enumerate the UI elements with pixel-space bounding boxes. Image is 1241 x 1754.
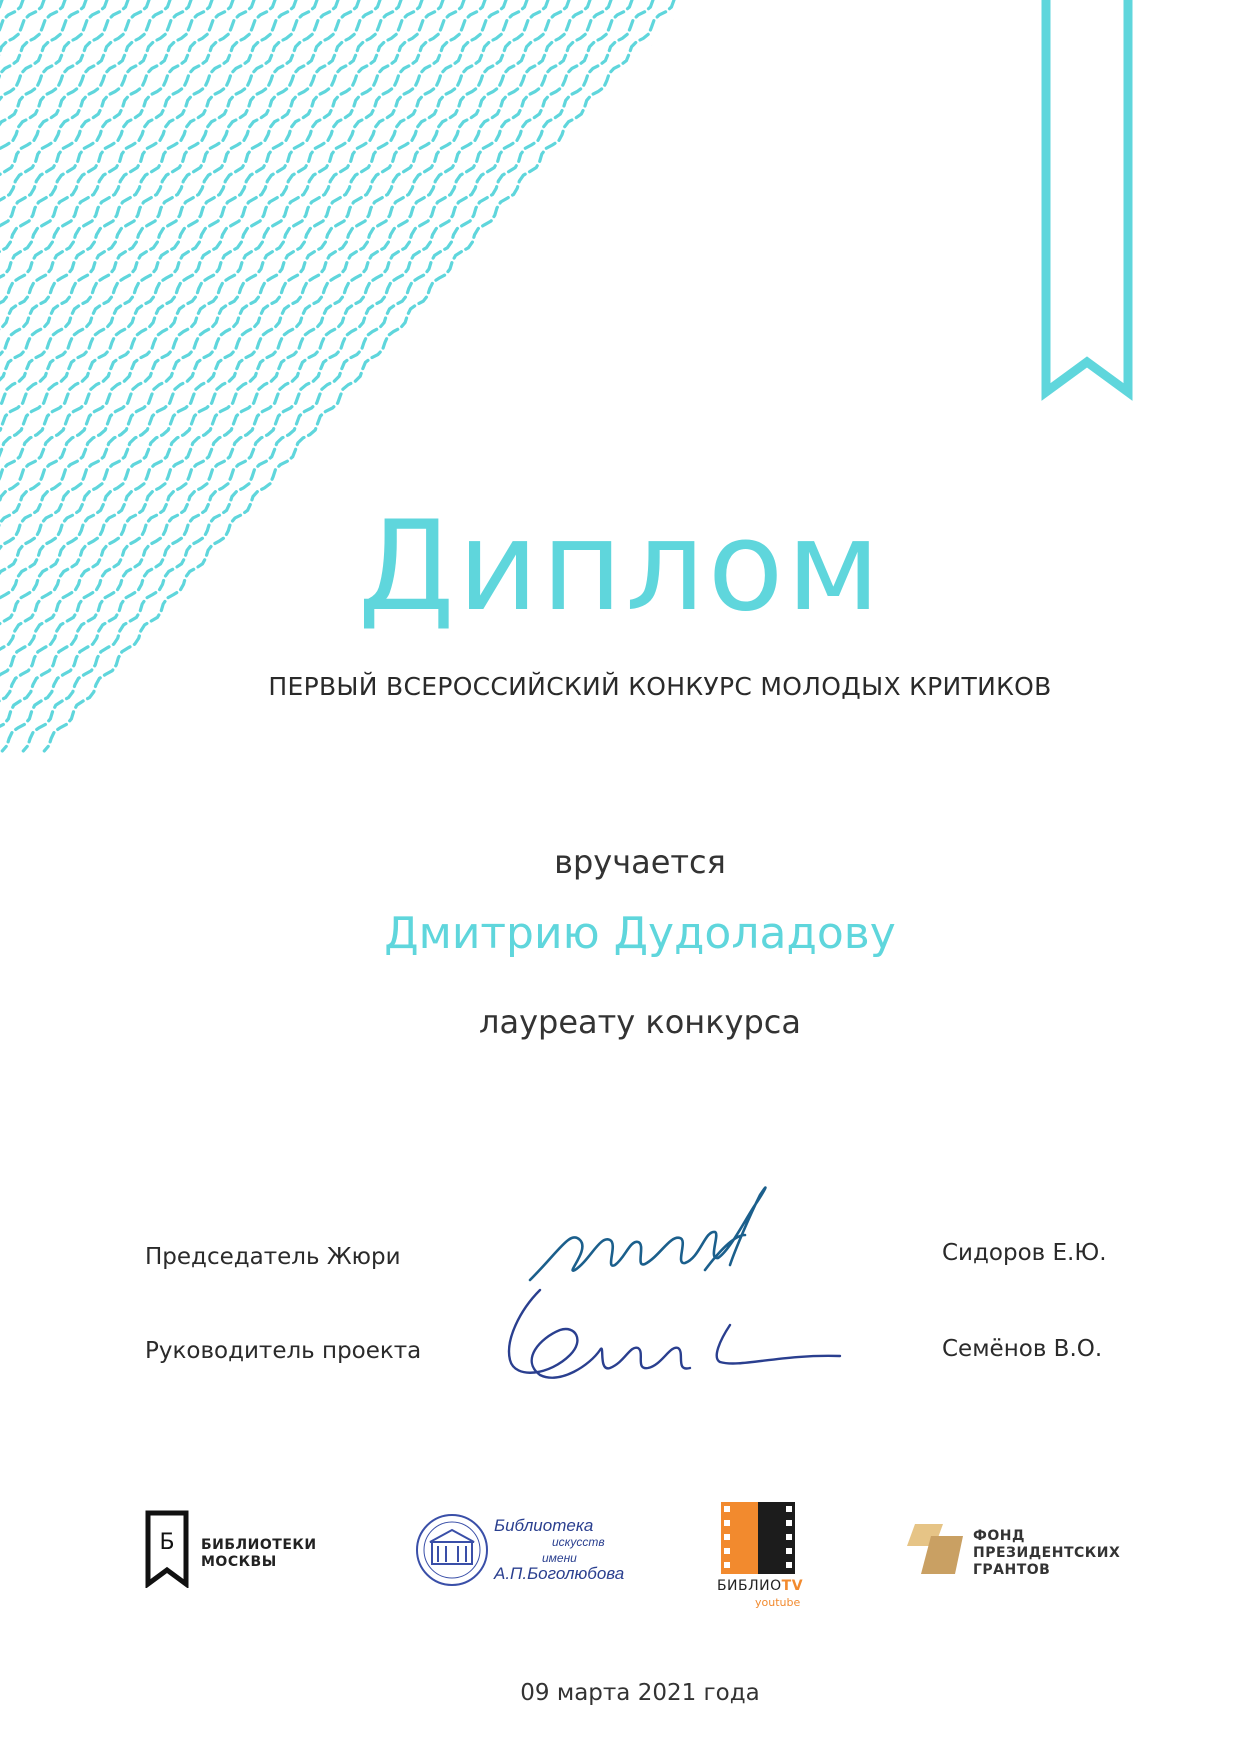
biblio-tv-logo bbox=[705, 1502, 815, 1612]
biblio-tv-tv: TV bbox=[781, 1578, 804, 1594]
libraries-logo-line1: БИБЛИОТЕКИ bbox=[201, 1537, 317, 1553]
issue-date: 09 марта 2021 года bbox=[520, 1680, 760, 1706]
bogolyubov-logo-line3: имени bbox=[542, 1551, 577, 1565]
project-lead-role: Руководитель проекта bbox=[145, 1338, 422, 1364]
chairman-role: Председатель Жюри bbox=[145, 1244, 401, 1270]
project-lead-name: Семёнов В.О. bbox=[942, 1336, 1103, 1362]
chairman-signature bbox=[520, 1180, 820, 1290]
awarded-text: вручается bbox=[554, 843, 726, 881]
libraries-moscow-logo bbox=[145, 1510, 317, 1592]
bogolyubov-logo-line1: Библиотека bbox=[494, 1516, 594, 1535]
bogolyubov-library-logo bbox=[412, 1510, 625, 1600]
presidential-grants-logo bbox=[903, 1520, 1143, 1600]
chairman-name: Сидоров Е.Ю. bbox=[942, 1240, 1107, 1266]
grants-logo-line3: ГРАНТОВ bbox=[973, 1562, 1051, 1578]
diploma-title: Диплом bbox=[357, 495, 884, 639]
libraries-mark: Б bbox=[159, 1530, 175, 1555]
biblio-tv-sub: youtube bbox=[755, 1596, 801, 1609]
grants-emblem-icon bbox=[903, 1520, 967, 1576]
bogolyubov-logo-line2: искусств bbox=[552, 1535, 605, 1549]
film-strip-icon bbox=[721, 1502, 795, 1574]
project-lead-signature bbox=[509, 1290, 840, 1378]
contest-name: ПЕРВЫЙ ВСЕРОССИЙСКИЙ КОНКУРС МОЛОДЫХ КРИТИКОВ bbox=[268, 672, 1052, 701]
recipient-name: Дмитрию Дудоладову bbox=[384, 908, 896, 959]
bookmark-ribbon-decoration bbox=[1040, 0, 1140, 404]
libraries-logo-line2: МОСКВЫ bbox=[201, 1554, 277, 1570]
biblio-tv-text: БИБЛИО bbox=[716, 1578, 782, 1594]
recipient-status: лауреату конкурса bbox=[479, 1003, 801, 1041]
bogolyubov-logo-line4: А.П.Боголюбова bbox=[494, 1564, 625, 1583]
library-seal-icon bbox=[412, 1510, 492, 1590]
grants-logo-line2: ПРЕЗИДЕНТСКИХ bbox=[973, 1545, 1121, 1561]
grants-logo-line1: ФОНД bbox=[973, 1528, 1025, 1544]
